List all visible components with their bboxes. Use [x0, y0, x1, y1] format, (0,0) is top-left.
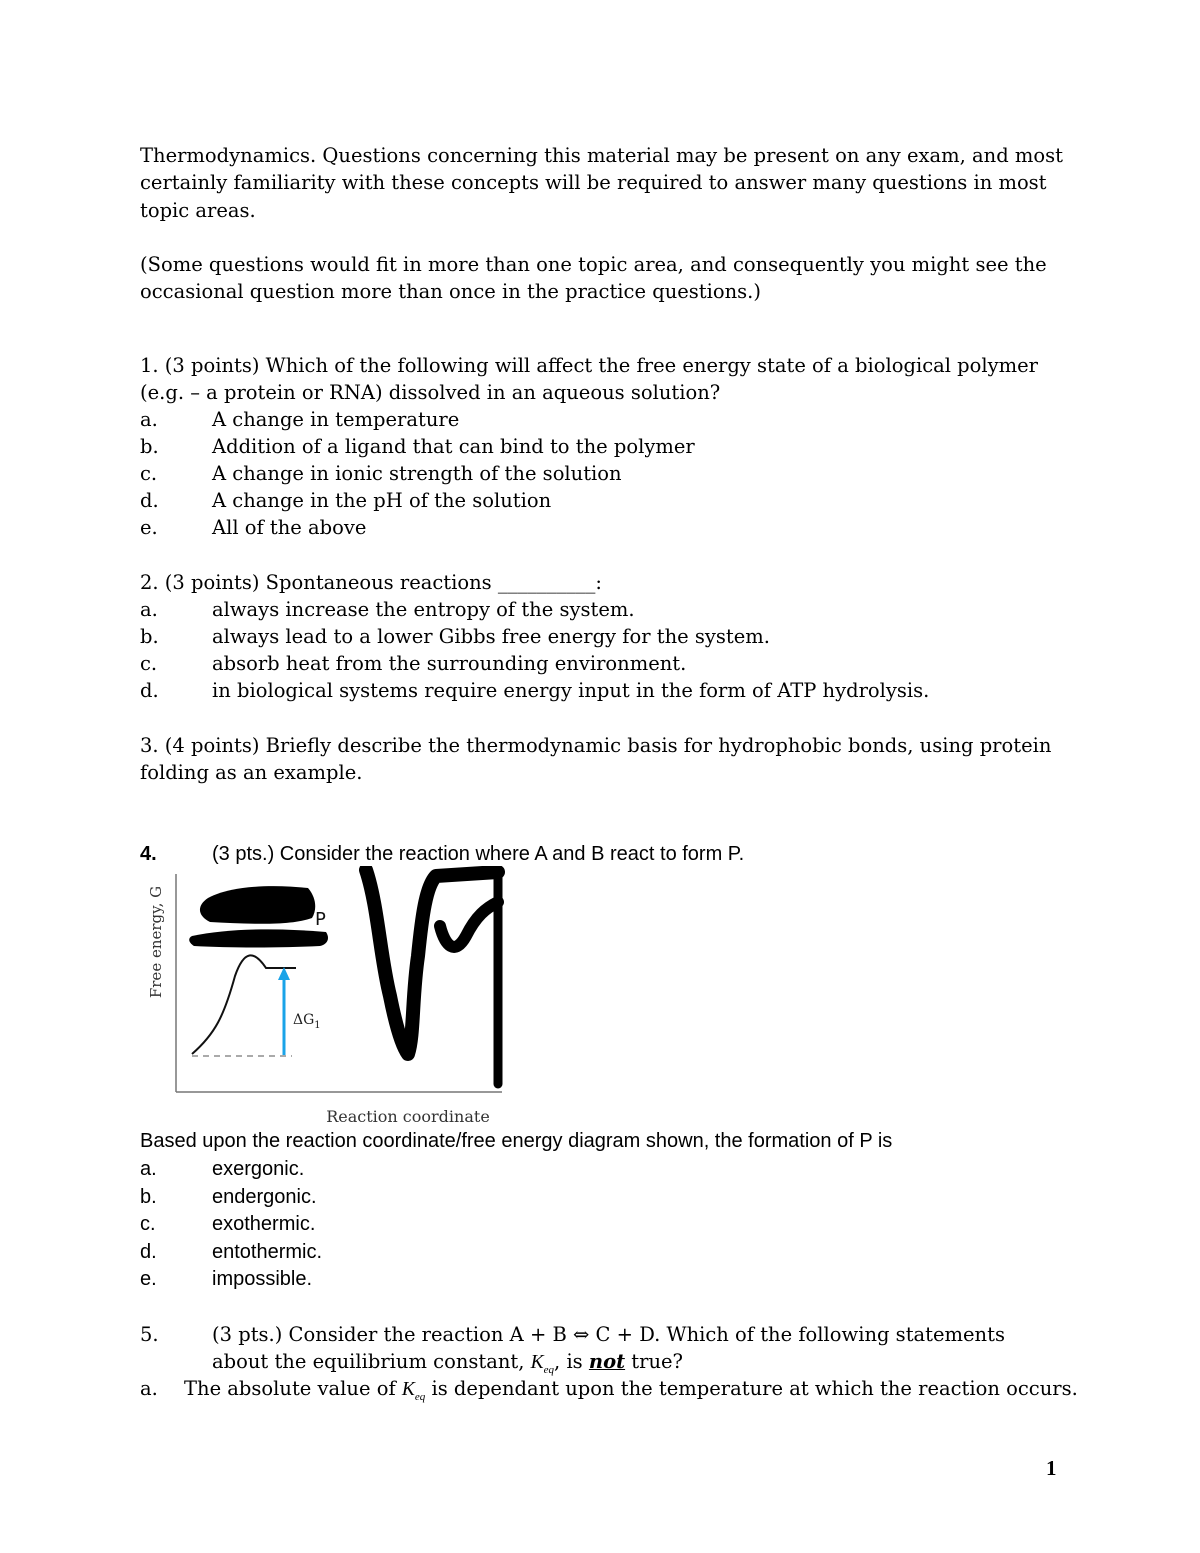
option-letter: c. — [140, 652, 158, 675]
question-4-question: Based upon the reaction coordinate/free energy diagram shown, the formation of P is — [140, 1130, 893, 1152]
option-1e — [140, 514, 366, 541]
option-text: All of the above — [212, 516, 367, 539]
k-eq-symbol: $K_{eq}$ — [401, 1379, 426, 1403]
option-letter: b. — [140, 1186, 157, 1208]
page-number: 1 — [1046, 1456, 1057, 1480]
question-5-number: 5. — [140, 1323, 159, 1346]
option-4b — [140, 1184, 317, 1211]
option-text: A change in temperature — [212, 408, 460, 431]
option-text: The absolute value of — [184, 1377, 402, 1400]
question-4-number: 4. — [140, 843, 157, 865]
intro-paragraph: Thermodynamics. Questions concerning this material may be present on any exam, and most certainly familiarity with these concepts will be required to answer many questions in most topic areas. — [140, 144, 1063, 222]
option-letter: d. — [140, 679, 159, 702]
question-5-text: about the equilibrium constant, — [212, 1350, 531, 1373]
option-text: exergonic. — [212, 1158, 305, 1180]
redaction-scribble-right — [366, 870, 498, 1054]
option-letter: a. — [140, 1158, 157, 1180]
option-2a — [140, 596, 635, 623]
question-5-text: , is — [554, 1350, 589, 1373]
option-text: A change in the pH of the solution — [212, 489, 552, 512]
option-letter: a. — [140, 408, 158, 431]
redaction-scribble-top — [200, 886, 315, 924]
free-energy-diagram — [140, 866, 520, 1130]
option-text: always lead to a lower Gibbs free energy for the system. — [212, 625, 770, 648]
option-1b — [140, 433, 695, 460]
option-letter: b. — [140, 435, 159, 458]
option-letter: a. — [140, 1377, 158, 1400]
k-eq-symbol: $K_{eq}$ — [530, 1352, 555, 1376]
option-letter: c. — [140, 462, 158, 485]
energy-curve — [192, 955, 296, 1054]
question-5-stem: (3 pts.) Consider the reaction A + B ⇔ C + D. Which of the following statements — [212, 1323, 1005, 1346]
not-emphasis: not — [588, 1350, 626, 1373]
option-4c — [140, 1211, 315, 1238]
option-text: is dependant upon the temperature at which the reaction occurs. — [425, 1377, 1078, 1400]
option-text: in biological systems require energy input in the form of ATP hydrolysis. — [212, 679, 930, 702]
question-2-stem: 2. (3 points) Spontaneous reactions __________: — [140, 571, 602, 594]
option-letter: e. — [140, 516, 158, 539]
x-axis-label: Reaction coordinate — [326, 1107, 490, 1126]
question-1-stem: 1. (3 points) Which of the following will affect the free energy state of a biological polymer (e.g. – a protein or RNA) dissolved in an aqueous solution? — [140, 354, 1038, 405]
option-text: endergonic. — [212, 1186, 317, 1208]
question-4-stem: (3 pts.) Consider the reaction where A and B react to form P. — [212, 843, 745, 865]
option-text: absorb heat from the surrounding environment. — [212, 652, 687, 675]
option-text: exothermic. — [212, 1213, 316, 1235]
redaction-scribble-bar — [189, 929, 328, 947]
option-1a — [140, 406, 459, 433]
option-letter: e. — [140, 1268, 157, 1290]
option-letter: d. — [140, 1241, 157, 1263]
option-1d — [140, 487, 551, 514]
option-1c — [140, 460, 622, 487]
question-4-heading — [140, 843, 744, 866]
option-text: entothermic. — [212, 1241, 323, 1263]
option-letter: b. — [140, 625, 159, 648]
note-paragraph: (Some questions would fit in more than one topic area, and consequently you might see the occasional question more than once in the practice questions.) — [140, 253, 1047, 304]
option-letter: c. — [140, 1213, 156, 1235]
option-letter: a. — [140, 598, 158, 621]
option-2d — [140, 677, 929, 704]
option-text: impossible. — [212, 1268, 313, 1290]
question-5-line-1 — [140, 1321, 1005, 1348]
option-text: A change in ionic strength of the solution — [212, 462, 622, 485]
product-label: P — [315, 909, 326, 930]
y-axis-label: Free energy, G — [147, 885, 165, 999]
option-4e — [140, 1266, 312, 1293]
option-2b — [140, 623, 770, 650]
question-5-text: true? — [625, 1350, 684, 1373]
option-5a — [140, 1375, 1078, 1411]
option-2c — [140, 650, 686, 677]
redaction-scribble-loop — [440, 902, 498, 947]
option-text: Addition of a ligand that can bind to the polymer — [212, 435, 695, 458]
question-3-stem: 3. (4 points) Briefly describe the thermodynamic basis for hydrophobic bonds, using protein folding as an example. — [140, 734, 1052, 785]
option-4d — [140, 1239, 322, 1266]
option-letter: d. — [140, 489, 159, 512]
option-4a — [140, 1156, 304, 1183]
option-text: always increase the entropy of the system. — [212, 598, 635, 621]
delta-g-label: $\Delta G_1$ — [293, 1012, 321, 1031]
